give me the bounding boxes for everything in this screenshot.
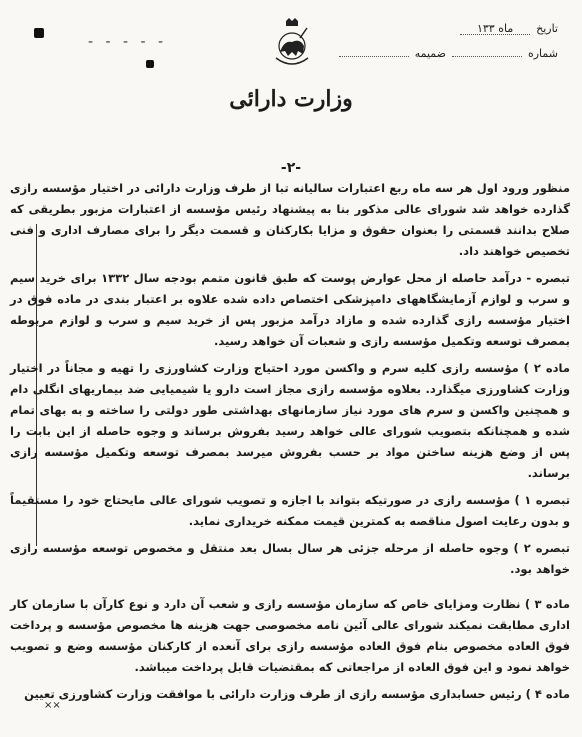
lion-and-sun-emblem-icon [270, 18, 314, 70]
paragraph: ماده ۳ ) نظارت ومزایای خاص که سازمان مؤسسه رازی و شعب آن دارد و نوع کارآن با سازمان کار اداری مطابقت نمیکند شورای عالی آئین نامه مخصوصی جهت هزینه ها مخصوص مؤسسه و پرداخت فوق العاده مخصوص بنام فوق العاده مؤسسه رازی برای آنعده از کارکنان مؤسسه وضع و تصویب خواهد نمود و این فوق العاده از مراجعاتی که بمقتضیات قابل پرداخت میباشد. [10, 597, 570, 674]
paragraph: تبصره ۲ ) وجوه حاصله از مرحله جزئی هر سال بسال بعد منتقل و مخصوص توسعه مؤسسه رازی خواهد بود. [10, 541, 570, 576]
date-value: ماه ۱۳۳ [460, 22, 530, 35]
number-label: شماره [527, 47, 558, 60]
punch-hole-mark [146, 60, 154, 68]
number-row [358, 44, 558, 66]
date-row [358, 22, 558, 44]
ministry-title: وزارت دارائی [229, 86, 353, 112]
attachment-line [339, 44, 409, 57]
punch-hole-mark [34, 28, 44, 38]
corner-mark: ×× [44, 700, 61, 711]
date-label: تاریخ [536, 22, 558, 35]
paragraph: ماده ۴ ) رئیس حسابداری مؤسسه رازی از طرف وزارت دارائی با موافقت وزارت کشاورزی تعیین [24, 687, 570, 701]
paragraph: منظور ورود اول هر سه ماه ربع اعتبارات سالیانه تبا از طرف وزارت دارائی در اختیار مؤسسه رازی گذارده خواهد شد شورای عالی مذکور بنا به پیشنهاد رئیس مؤسسه از اعتبارات مزبور بطریقی که صلاح بدانند قسمتی را بعنوان حقوق و مزایا بکارکنان و قسمت دیگر را برای مصارف اداری و فنی تخصیص خواهند داد. [10, 181, 570, 258]
attachment-label: ضمیمه [414, 47, 446, 60]
paragraph: تبصره - درآمد حاصله از محل عوارض پوست که طبق قانون متمم بودجه سال ۱۳۳۲ برای خرید سیم و سرب و لوازم آزمایشگاههای دامپزشکی اختصاص داده شده علاوه بر اعتبار بندی در ماده فوق در اختیار مؤسسه رازی گذارده شده و مازاد درآمد مزبور پس از خرید سیم و سرب و لوازم مربوطه بمصرف توسعه وتکمیل مؤسسه رازی و شعبات آن خواهد رسید. [10, 271, 571, 348]
number-line [452, 44, 522, 57]
document-body [10, 178, 570, 711]
page-number: -۲- [280, 160, 302, 176]
document-meta [358, 22, 558, 66]
paragraph: ماده ۲ ) مؤسسه رازی کلیه سرم و واکسن مورد احتیاج وزارت کشاورزی را تهیه و مجاناً در اختیار وزارت کشاورزی میگذارد. بعلاوه مؤسسه رازی مجاز است دارو یا شیمیایی ضد بیماریهای انگلی دام و همچنین واکسن و سرم های مورد نیاز سازمانهای بهداشتی طور دولتی را ساخته و به بهای تمام شده و همچنانکه بتصویب شورای عالی خواهد رسید بفروش برساند و وجوه حاصله از این بابت را پس از وضع هزینه ساختن مواد بر حسب بفروش میرسد بمصرف توسعه وتکمیل مؤسسه رازی برساند. [10, 361, 570, 480]
paragraph: تبصره ۱ ) مؤسسه رازی در صورتیکه بتواند با اجازه و تصویب شورای عالی مایحتاج خود را مستقیماً و بدون رعایت اصول مناقصه به کمترین قیمت ممکنه خریداری نماید. [10, 493, 571, 528]
decorative-dashes: - - - - - [88, 34, 168, 50]
